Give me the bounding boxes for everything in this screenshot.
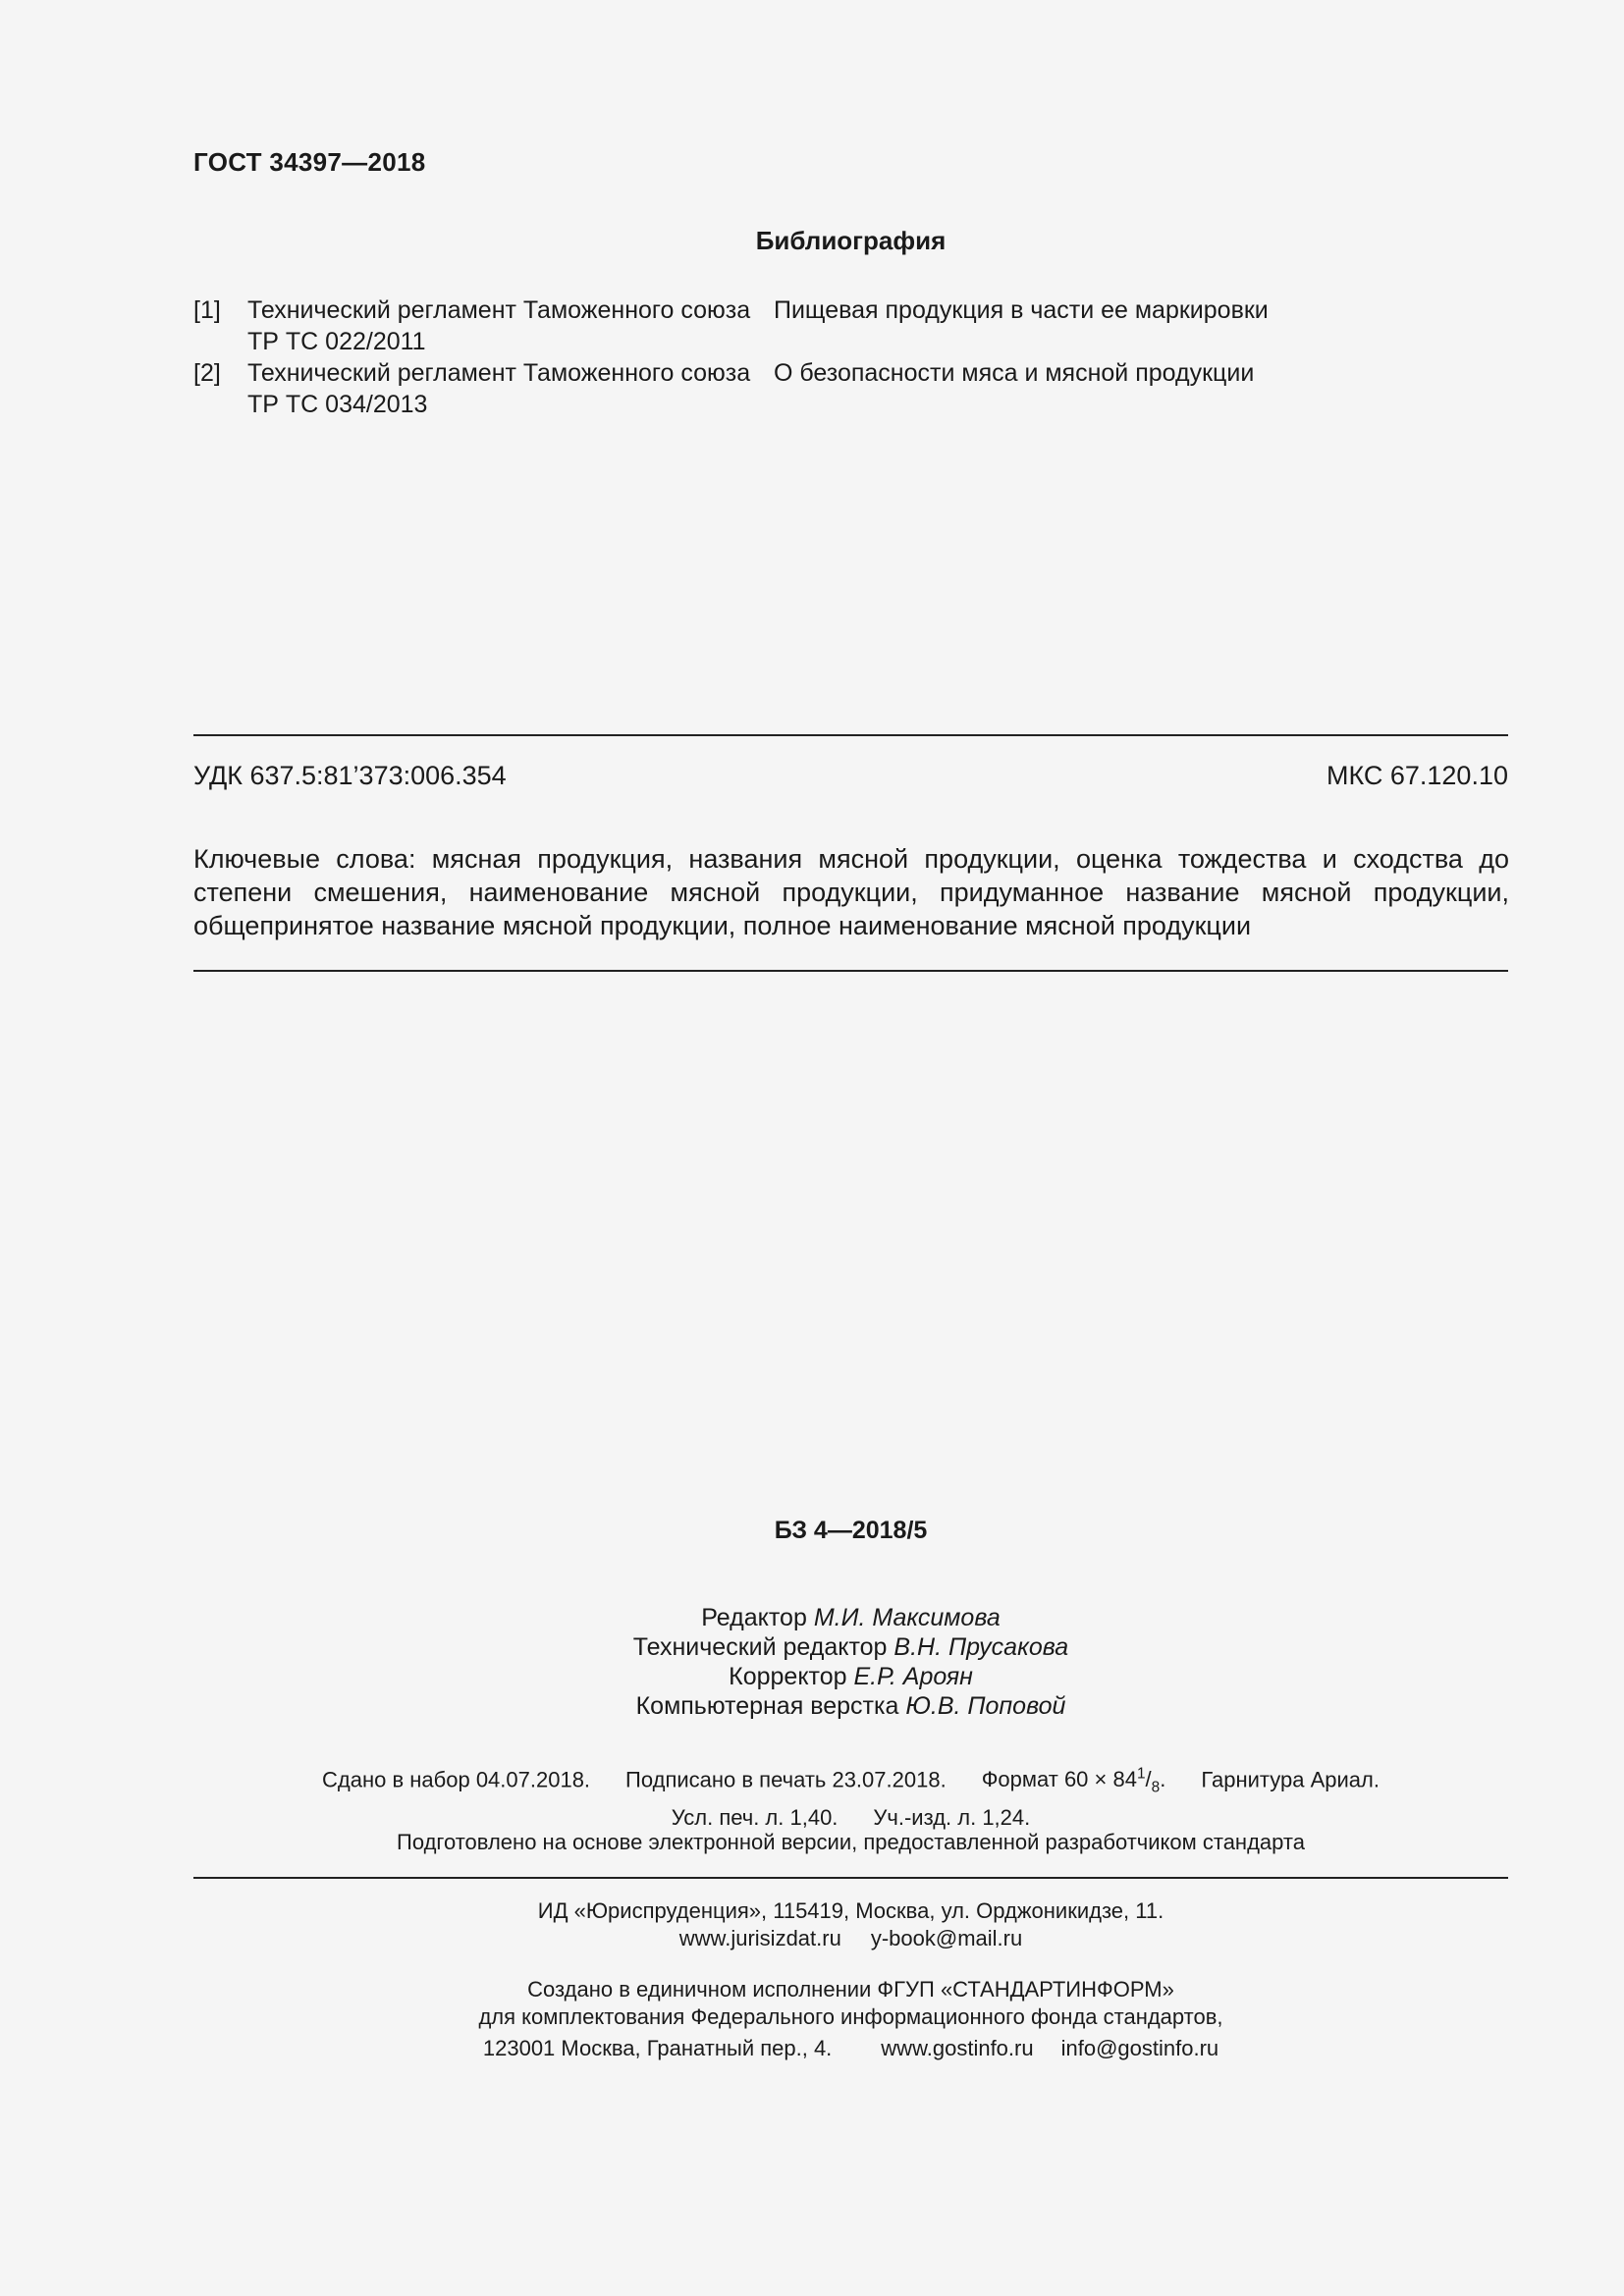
staff-line <box>0 1632 1624 1662</box>
prepared-note: Подготовлено на основе электронной версии, предоставленной разработчиком стандарта <box>397 1830 1305 1854</box>
divider-keywords <box>193 970 1508 972</box>
format-info: Формат $60 \times 84^1/_8$. <box>981 1766 1166 1796</box>
signed-date: Подписано в печать 23.07.2018. <box>625 1767 947 1792</box>
staff-name: М.И. Максимова <box>813 1604 1001 1631</box>
created-contacts <box>0 2035 1624 2062</box>
staff-role: Компьютерная верстка <box>635 1692 899 1720</box>
staff-line <box>0 1662 1624 1691</box>
bibliography-item-number: [1] <box>193 296 221 324</box>
typeface-info: Гарнитура Ариал. <box>1201 1767 1380 1792</box>
staff-name: В.Н. Прусакова <box>893 1633 1069 1661</box>
bibliography-item-source-code: ТР ТС 034/2013 <box>247 391 428 418</box>
publisher-contacts <box>0 1925 1624 1952</box>
print-info-line <box>0 1760 1624 1803</box>
bibliography-item-description: Пищевая продукция в части ее маркировки <box>774 296 1269 324</box>
printed-sheets: Усл. печ. л. 1,40. <box>671 1804 839 1830</box>
divider-top <box>193 734 1508 736</box>
created-info <box>0 1976 1624 2062</box>
staff-role: Технический редактор <box>632 1633 888 1661</box>
created-line: для комплектования Федерального информационного фонда стандартов, <box>478 2004 1223 2029</box>
keywords-paragraph: Ключевые слова: мясная продукция, названия мясной продукции, оценка тождества и сходства до степени смешения, наименование мясной продукции, придуманное название мясной продукции, общепринятое название мясной продукции, полное наименование мясной продукции <box>193 844 1509 940</box>
bibliography-item-source <box>247 357 758 420</box>
publisher-info <box>0 1897 1624 1952</box>
bibliography-item <box>193 357 1509 420</box>
print-info <box>0 1760 1624 1833</box>
bibliography-list <box>193 294 1509 420</box>
publisher-address: ИД «Юриспруденция», 115419, Москва, ул. Орджоникидзе, 11. <box>537 1898 1164 1923</box>
bibliography-item-source-code: ТР ТС 022/2011 <box>247 328 426 355</box>
created-email: info@gostinfo.ru <box>1060 2036 1219 2060</box>
staff-role: Корректор <box>729 1663 847 1690</box>
bibliography-item-source-line: Технический регламент Таможенного союза <box>247 359 751 387</box>
staff-list <box>0 1603 1624 1721</box>
staff-role: Редактор <box>701 1604 807 1631</box>
bibliography-title: Библиография <box>755 226 947 255</box>
staff-name: Е.Р. Ароян <box>853 1663 973 1690</box>
staff-line <box>0 1691 1624 1721</box>
udk-code: УДК 637.5:81’373:006.354 <box>193 761 507 790</box>
print-sheets-line <box>0 1803 1624 1833</box>
bz-number: БЗ 4—2018/5 <box>774 1517 928 1544</box>
created-address: 123001 Москва, Гранатный пер., 4. <box>482 2036 833 2060</box>
document-code: ГОСТ 34397—2018 <box>193 147 426 177</box>
bibliography-item-number: [2] <box>193 359 221 387</box>
bibliography-item-description: О безопасности мяса и мясной продукции <box>774 359 1255 387</box>
staff-line <box>0 1603 1624 1632</box>
created-line: Создано в единичном исполнении ФГУП «СТАНДАРТИНФОРМ» <box>527 1977 1174 2002</box>
bibliography-item-source <box>247 294 758 357</box>
publisher-site: www.jurisizdat.ru <box>678 1926 841 1950</box>
bibliography-item <box>193 294 1509 357</box>
staff-name: Ю.В. Поповой <box>905 1692 1066 1720</box>
submitted-date: Сдано в набор 04.07.2018. <box>322 1767 591 1792</box>
created-site: www.gostinfo.ru <box>881 2036 1034 2060</box>
publisher-email: y-book@mail.ru <box>870 1926 1023 1950</box>
bibliography-item-source-line: Технический регламент Таможенного союза <box>247 296 751 324</box>
mks-code: МКС 67.120.10 <box>1326 761 1508 790</box>
edition-sheets: Уч.-изд. л. 1,24. <box>873 1804 1031 1830</box>
divider-bottom <box>193 1877 1508 1879</box>
